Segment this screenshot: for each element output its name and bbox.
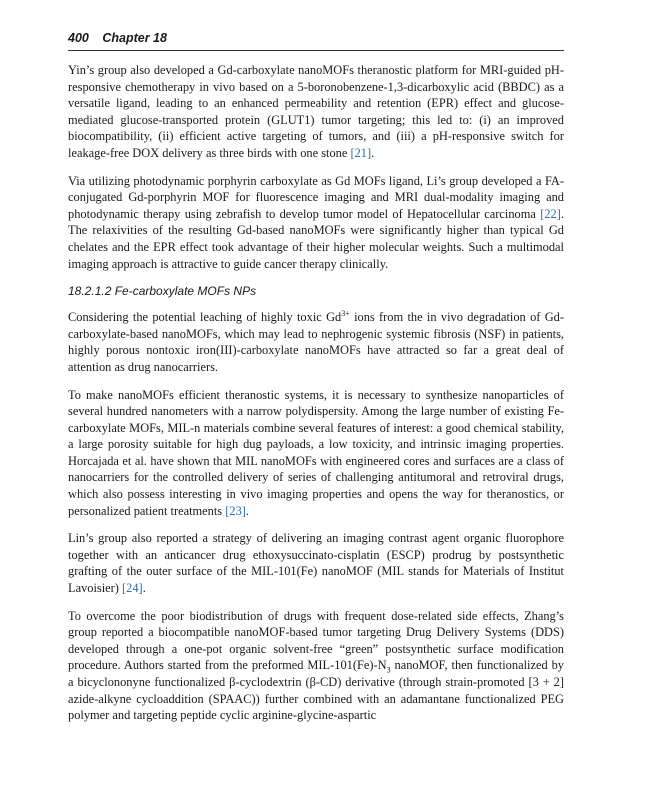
running-header <box>68 28 564 51</box>
chapter-title: Chapter 18 <box>102 31 167 45</box>
superscript-charge: 3+ <box>341 309 350 318</box>
paragraph-gd-leaching: Considering the potential leaching of highly toxic $Gd^{3+}$ ions from the in vivo degradation of Gd-carboxylate-based nanoMOFs, which may lead to nephrogenic systemic fibrosis (NSF) in patients, highly porous nontoxic iron(III)-carboxylate nanoMOFs have attracted so far a great deal of attention as drug nanocarriers. <box>68 309 564 374</box>
paragraph-nanomofs-theranostic: To make nanoMOFs efficient theranostic systems, it is necessary to synthesize nanoparticles of several hundred nanometers with a narrow polydispersity. Among the large number of existing Fe-carboxylate MOFs, MIL-n materials combine several features of interest: a good chemical stability, a large porosity suitable for high dug payloads, a low toxicity, and intrinsic imaging properties. Horcajada et al. have shown that MIL nanoMOFs with engineered cores and surfaces are a class of nanocarriers for the controlled delivery of series of challenging antitumoral and retroviral drugs, which also possess interesting in vivo imaging properties and opens the way for theranostics, or personalized patient treatments [23]. <box>68 387 564 518</box>
body-text <box>68 62 564 735</box>
reference-link-21[interactable]: [21] <box>350 145 372 160</box>
paragraph-yin-group: Yin’s group also developed a Gd-carboxylate nanoMOFs theranostic platform for MRI-guided pH-responsive chemotherapy in vivo based on a 5-boronobenzene-1,3-dicarboxylic acid (BBDC) as a versatile ligand, leading to an enhanced permeability and retention (EPR) effect and glucose-mediated glucose-transported protein (GLUT1) tumor targeting; this led to: (i) an improved biocompatibility, (ii) efficient active targeting of tumors, and (iii) a pH-responsive switch for leakage-free DOX delivery as three birds with one stone [21]. <box>68 63 564 160</box>
paragraph-lin-group: Lin’s group also reported a strategy of delivering an imaging contrast agent organic fluorophore together with an anticancer drug ethoxysuccinato-cisplatin (ESCP) prodrug by postsynthetic grafting of the outer surface of the MIL-101(Fe) nanoMOF (MIL stands for Materials of Institut Lavoisier) [24]. <box>68 531 564 596</box>
reference-link-24[interactable]: [24] <box>122 581 143 596</box>
paragraph-zhang-group: To overcome the poor biodistribution of drugs with frequent dose-related side effects, Zhang’s group reported a biocompatible nanoMOF-based tumor targeting Drug Delivery Systems (DDS) developed through a one-pot organic solvent-free “green” postsynthetic surface modification procedure. Authors started from the preformed MIL-$101(Fe)-N_3$ nanoMOF, then functionalized by a bicyclononyne functionalized β-cyclodextrin (β-CD) derivative (through strain-promoted [3 + 2] azide-alkyne cycloaddition (SPAAC)) further combined with an adamantane functionalized PEG polymer and targeting peptide cyclic arginine-glycine-aspartic <box>68 608 564 723</box>
page-number: 400 <box>68 31 89 45</box>
paragraph-li-group: Via utilizing photodynamic porphyrin carboxylate as Gd MOFs ligand, Li’s group developed a FA-conjugated Gd-porphyrin MOF for fluorescence imaging and MRI dual-modality imaging and photodynamic therapy using zebrafish to develop tumor model of Hepatocellular carcinoma [22]. The relaxivities of the resulting Gd-based nanoMOFs were significantly higher than typical Gd chelates and the EPR effect took advantage of their higher molecular weights. Such a multimodal imaging approach is attractive to guide cancer therapy clinically. <box>68 173 564 271</box>
subscript-three: 3 <box>386 665 391 675</box>
reference-link-23[interactable]: [23] <box>225 503 246 518</box>
section-heading: 18.2.1.2 Fe-carboxylate MOFs NPs <box>68 284 257 299</box>
reference-link-22[interactable]: [22] <box>540 206 561 221</box>
